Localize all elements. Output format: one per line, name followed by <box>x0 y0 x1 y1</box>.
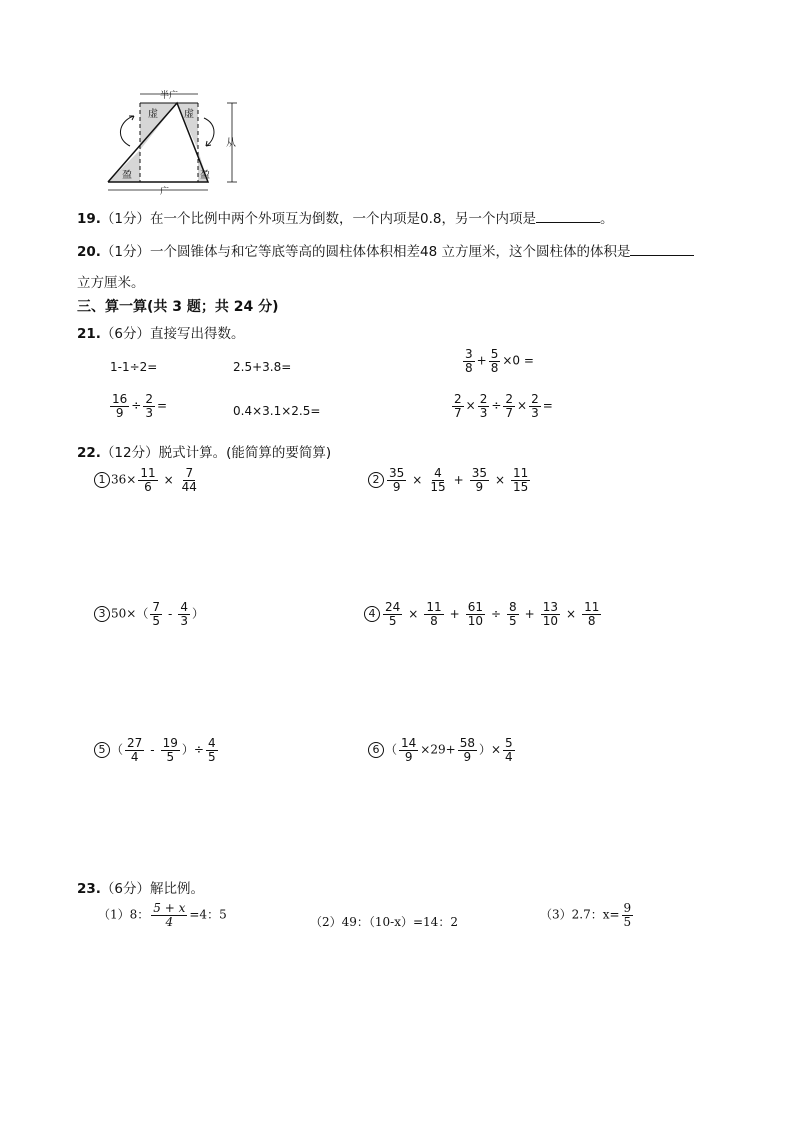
q21-item-b: 2.5+3.8= <box>233 360 292 374</box>
diagram-figure <box>100 86 250 198</box>
q20-text: 一个圆锥体与和它等底等高的圆柱体体积相差48 立方厘米，这个圆柱体的体积是 <box>150 244 631 260</box>
label-bottom: 广 <box>160 187 170 197</box>
q19-answer-blank[interactable] <box>536 208 600 223</box>
q20-score: （1分） <box>100 244 151 260</box>
section-3-title: 三、算一算(共 3 题；共 24 分) <box>77 299 279 315</box>
q23-text: 解比例。 <box>150 881 205 897</box>
curved-arrow-left <box>120 116 134 146</box>
q23-problem-3: （3）2.7：x= $\frac{9}{5}$ <box>540 901 632 929</box>
label-bottom-right: 盈 <box>200 170 210 181</box>
q23-problem-1: （1）8： $\frac{5 + x}{4}$ =4：5 <box>98 901 227 929</box>
label-side: 从 <box>226 138 236 149</box>
question-23 <box>77 877 204 897</box>
label-bottom-left: 盈 <box>122 170 132 181</box>
question-19 <box>77 207 613 227</box>
label-top: 半广 <box>160 91 179 101</box>
q21-number: 21. <box>77 326 101 342</box>
q22-problem-3: 3 50×（ $\frac{7}{5}$ - $\frac{4}{3}$ ） <box>94 601 204 627</box>
q21-item-a: 1-1÷2= <box>110 360 158 374</box>
q22-problem-5: 5 （ $\frac{27}{4}$ - $\frac{19}{5}$ ）÷ $\frac{4}{5}$ <box>94 737 220 763</box>
q20-number: 20. <box>77 244 101 260</box>
q23-score: （6分） <box>100 881 151 897</box>
q22-problem-6: 6 （ $\frac{14}{9}$ ×29+ $\frac{58}{9}$ ）× $\frac{5}{4}$ <box>368 737 517 763</box>
q23-problem-2: （2）49：（10-x）=14：2 <box>310 915 458 929</box>
q21-text: 直接写出得数。 <box>150 326 245 342</box>
q21-score: （6分） <box>100 326 151 342</box>
q20-answer-blank[interactable] <box>630 241 694 256</box>
q22-text: 脱式计算。(能简算的要简算) <box>158 445 332 461</box>
curved-arrow-right <box>204 118 214 146</box>
q22-score: （12分） <box>100 445 159 461</box>
q23-number: 23. <box>77 881 101 897</box>
q19-number: 19. <box>77 211 101 227</box>
question-22 <box>77 441 331 461</box>
q21-item-e: 0.4×3.1×2.5= <box>233 404 321 418</box>
q21-item-d: $\frac{16}{9}$ ÷ $\frac{2}{3}$ = <box>112 392 168 420</box>
q19-end: 。 <box>599 211 614 227</box>
label-right: 虚 <box>184 109 194 120</box>
q21-item-f: $\frac{2}{7}$ × $\frac{2}{3}$ ÷ $\frac{2}{7}$ × $\frac{2}{3}$ = <box>454 392 553 420</box>
q22-problem-4: 4 $\frac{24}{5}$ × $\frac{11}{8}$ + $\frac{61}{10}$ ÷ $\frac{8}{5}$ + $\frac{13}{10}$ × $\frac{11}{8}$ <box>364 601 603 627</box>
q19-score: （1分） <box>100 211 151 227</box>
q22-number: 22. <box>77 445 101 461</box>
q19-text: 在一个比例中两个外项互为倒数，一个内项是0.8，另一个内项是 <box>150 211 536 227</box>
q22-problem-1: 1 36× $\frac{11}{6}$ × $\frac{7}{44}$ <box>94 467 201 493</box>
question-20 <box>77 240 694 260</box>
label-left: 虚 <box>148 109 158 120</box>
q22-problem-2: 2 $\frac{35}{9}$ × $\frac{4}{15}$ + $\frac{35}{9}$ × $\frac{11}{15}$ <box>368 467 532 493</box>
q21-item-c: $\frac{3}{8}$ + $\frac{5}{8}$ ×0 = <box>465 347 534 375</box>
q20-line2: 立方厘米。 <box>77 275 145 291</box>
question-21 <box>77 322 245 342</box>
